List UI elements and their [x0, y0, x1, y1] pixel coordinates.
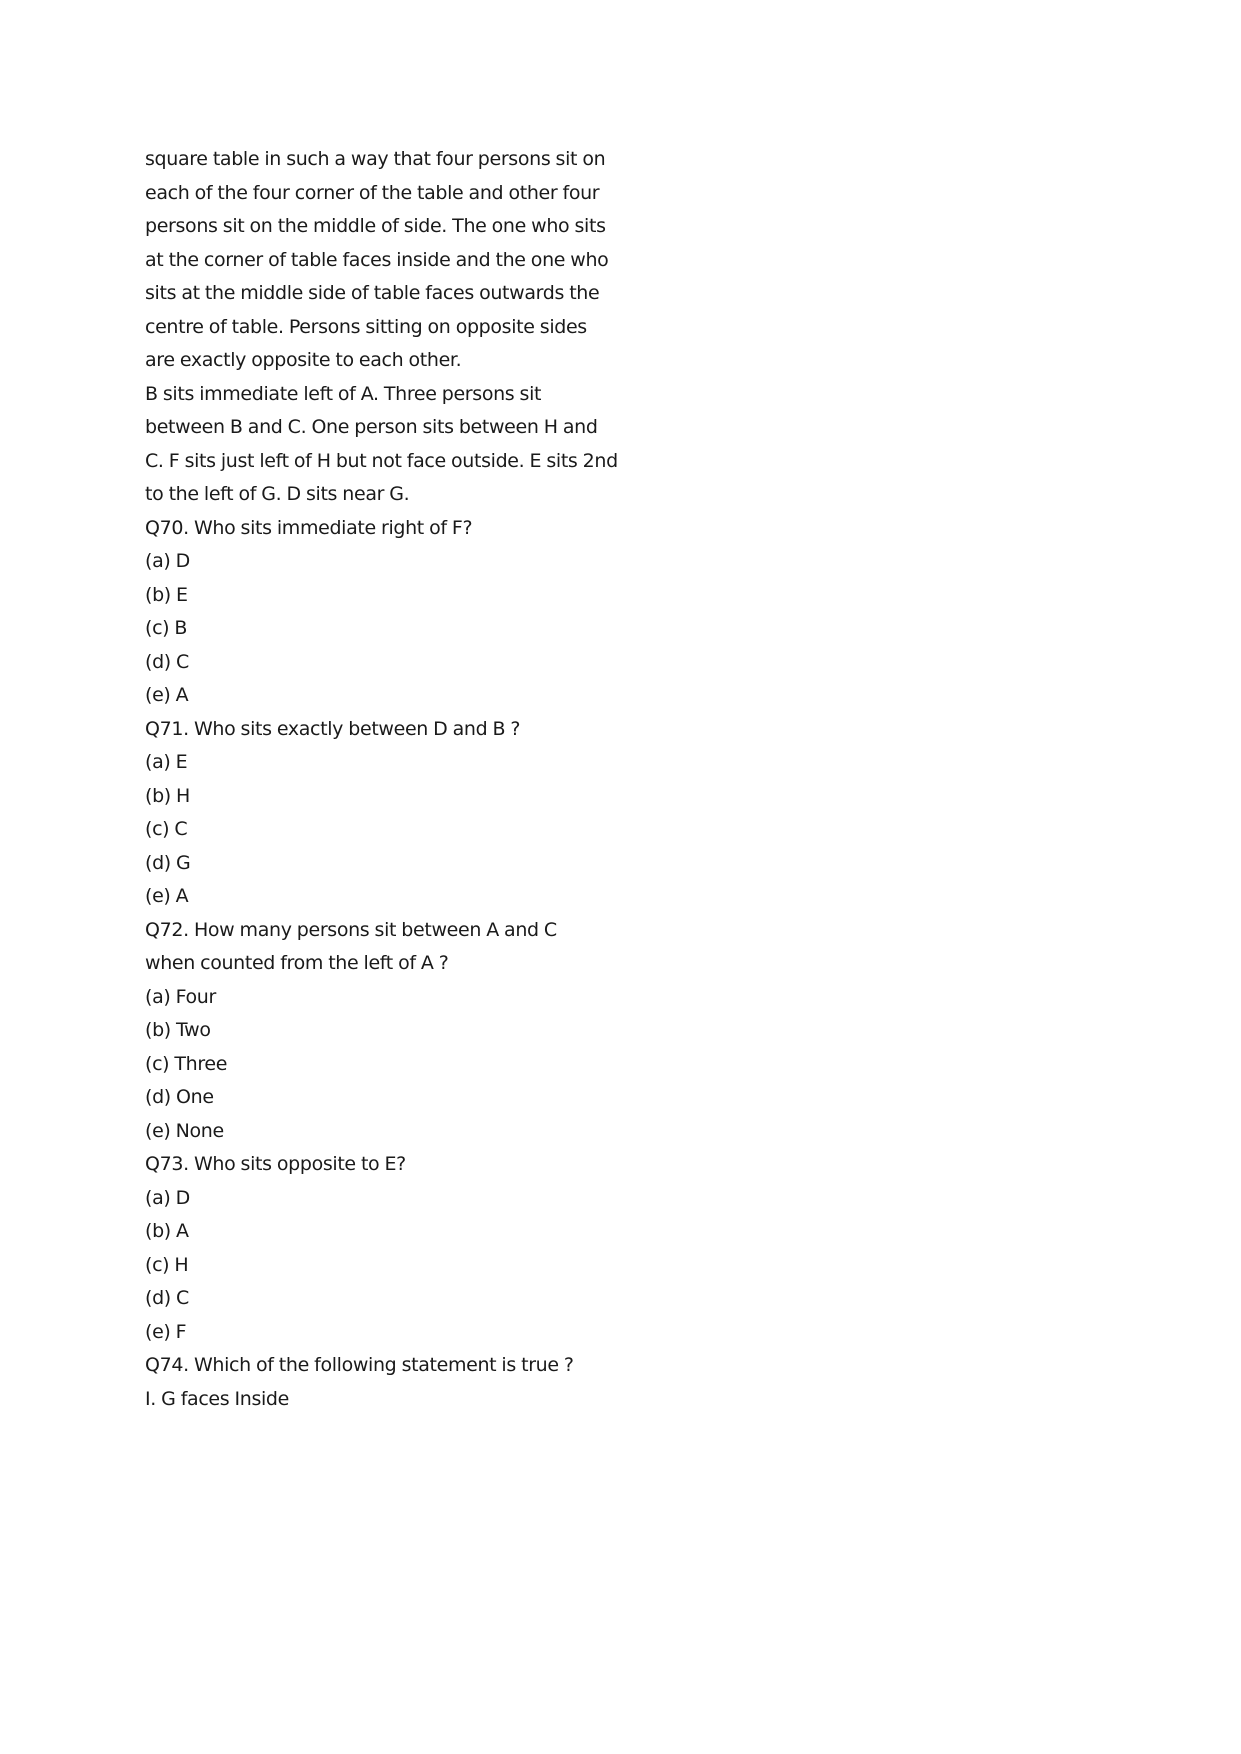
question-text: Q74. Which of the following statement is true ? — [145, 1354, 574, 1376]
question-text: Q72. How many persons sit between A and C — [145, 918, 557, 941]
option-d: (d) C — [145, 650, 189, 673]
passage-line: to the left of G. D sits near G. — [145, 483, 410, 505]
passage — [145, 143, 665, 512]
option-a: (a) D — [145, 550, 190, 572]
option-c: (c) C — [145, 818, 188, 840]
question-q70 — [145, 512, 665, 713]
option-a: (a) D — [145, 1186, 190, 1209]
option-a: (a) E — [145, 751, 188, 773]
question-text: Q73. Who sits opposite to E? — [145, 1153, 406, 1175]
question-q72 — [145, 914, 665, 1149]
passage-line: persons sit on the middle of side. The one who sits — [145, 215, 606, 237]
passage-line: at the corner of table faces inside and the one who — [145, 248, 609, 271]
statement-i: I. G faces Inside — [145, 1387, 289, 1410]
option-a: (a) Four — [145, 985, 216, 1008]
document-page — [145, 143, 665, 1416]
option-b: (b) Two — [145, 1019, 211, 1041]
option-e: (e) F — [145, 1320, 187, 1343]
question-q74 — [145, 1349, 665, 1416]
passage-line: square table in such a way that four persons sit on — [145, 148, 606, 170]
option-b: (b) A — [145, 1220, 189, 1242]
option-b: (b) E — [145, 583, 188, 606]
option-c: (c) Three — [145, 1052, 228, 1075]
option-d: (d) G — [145, 851, 191, 874]
passage-line: each of the four corner of the table and other four — [145, 181, 600, 204]
option-d: (d) C — [145, 1287, 189, 1309]
option-d: (d) One — [145, 1086, 214, 1108]
passage-line: are exactly opposite to each other. — [145, 349, 462, 371]
question-text: Q71. Who sits exactly between D and B ? — [145, 717, 521, 740]
question-text-continued: when counted from the left of A ? — [145, 952, 449, 974]
passage-line: C. F sits just left of H but not face outside. E sits 2nd — [145, 449, 618, 472]
question-q73 — [145, 1148, 665, 1349]
passage-line: centre of table. Persons sitting on opposite sides — [145, 315, 587, 338]
question-text: Q70. Who sits immediate right of F? — [145, 516, 473, 539]
option-c: (c) B — [145, 617, 188, 639]
passage-line: between B and C. One person sits between H and — [145, 416, 598, 438]
question-q71 — [145, 713, 665, 914]
option-e: (e) A — [145, 684, 189, 706]
option-e: (e) A — [145, 885, 189, 907]
passage-line: B sits immediate left of A. Three persons sit — [145, 382, 542, 405]
option-e: (e) None — [145, 1119, 224, 1142]
passage-line: sits at the middle side of table faces outwards the — [145, 282, 600, 304]
option-c: (c) H — [145, 1253, 189, 1276]
option-b: (b) H — [145, 784, 190, 807]
